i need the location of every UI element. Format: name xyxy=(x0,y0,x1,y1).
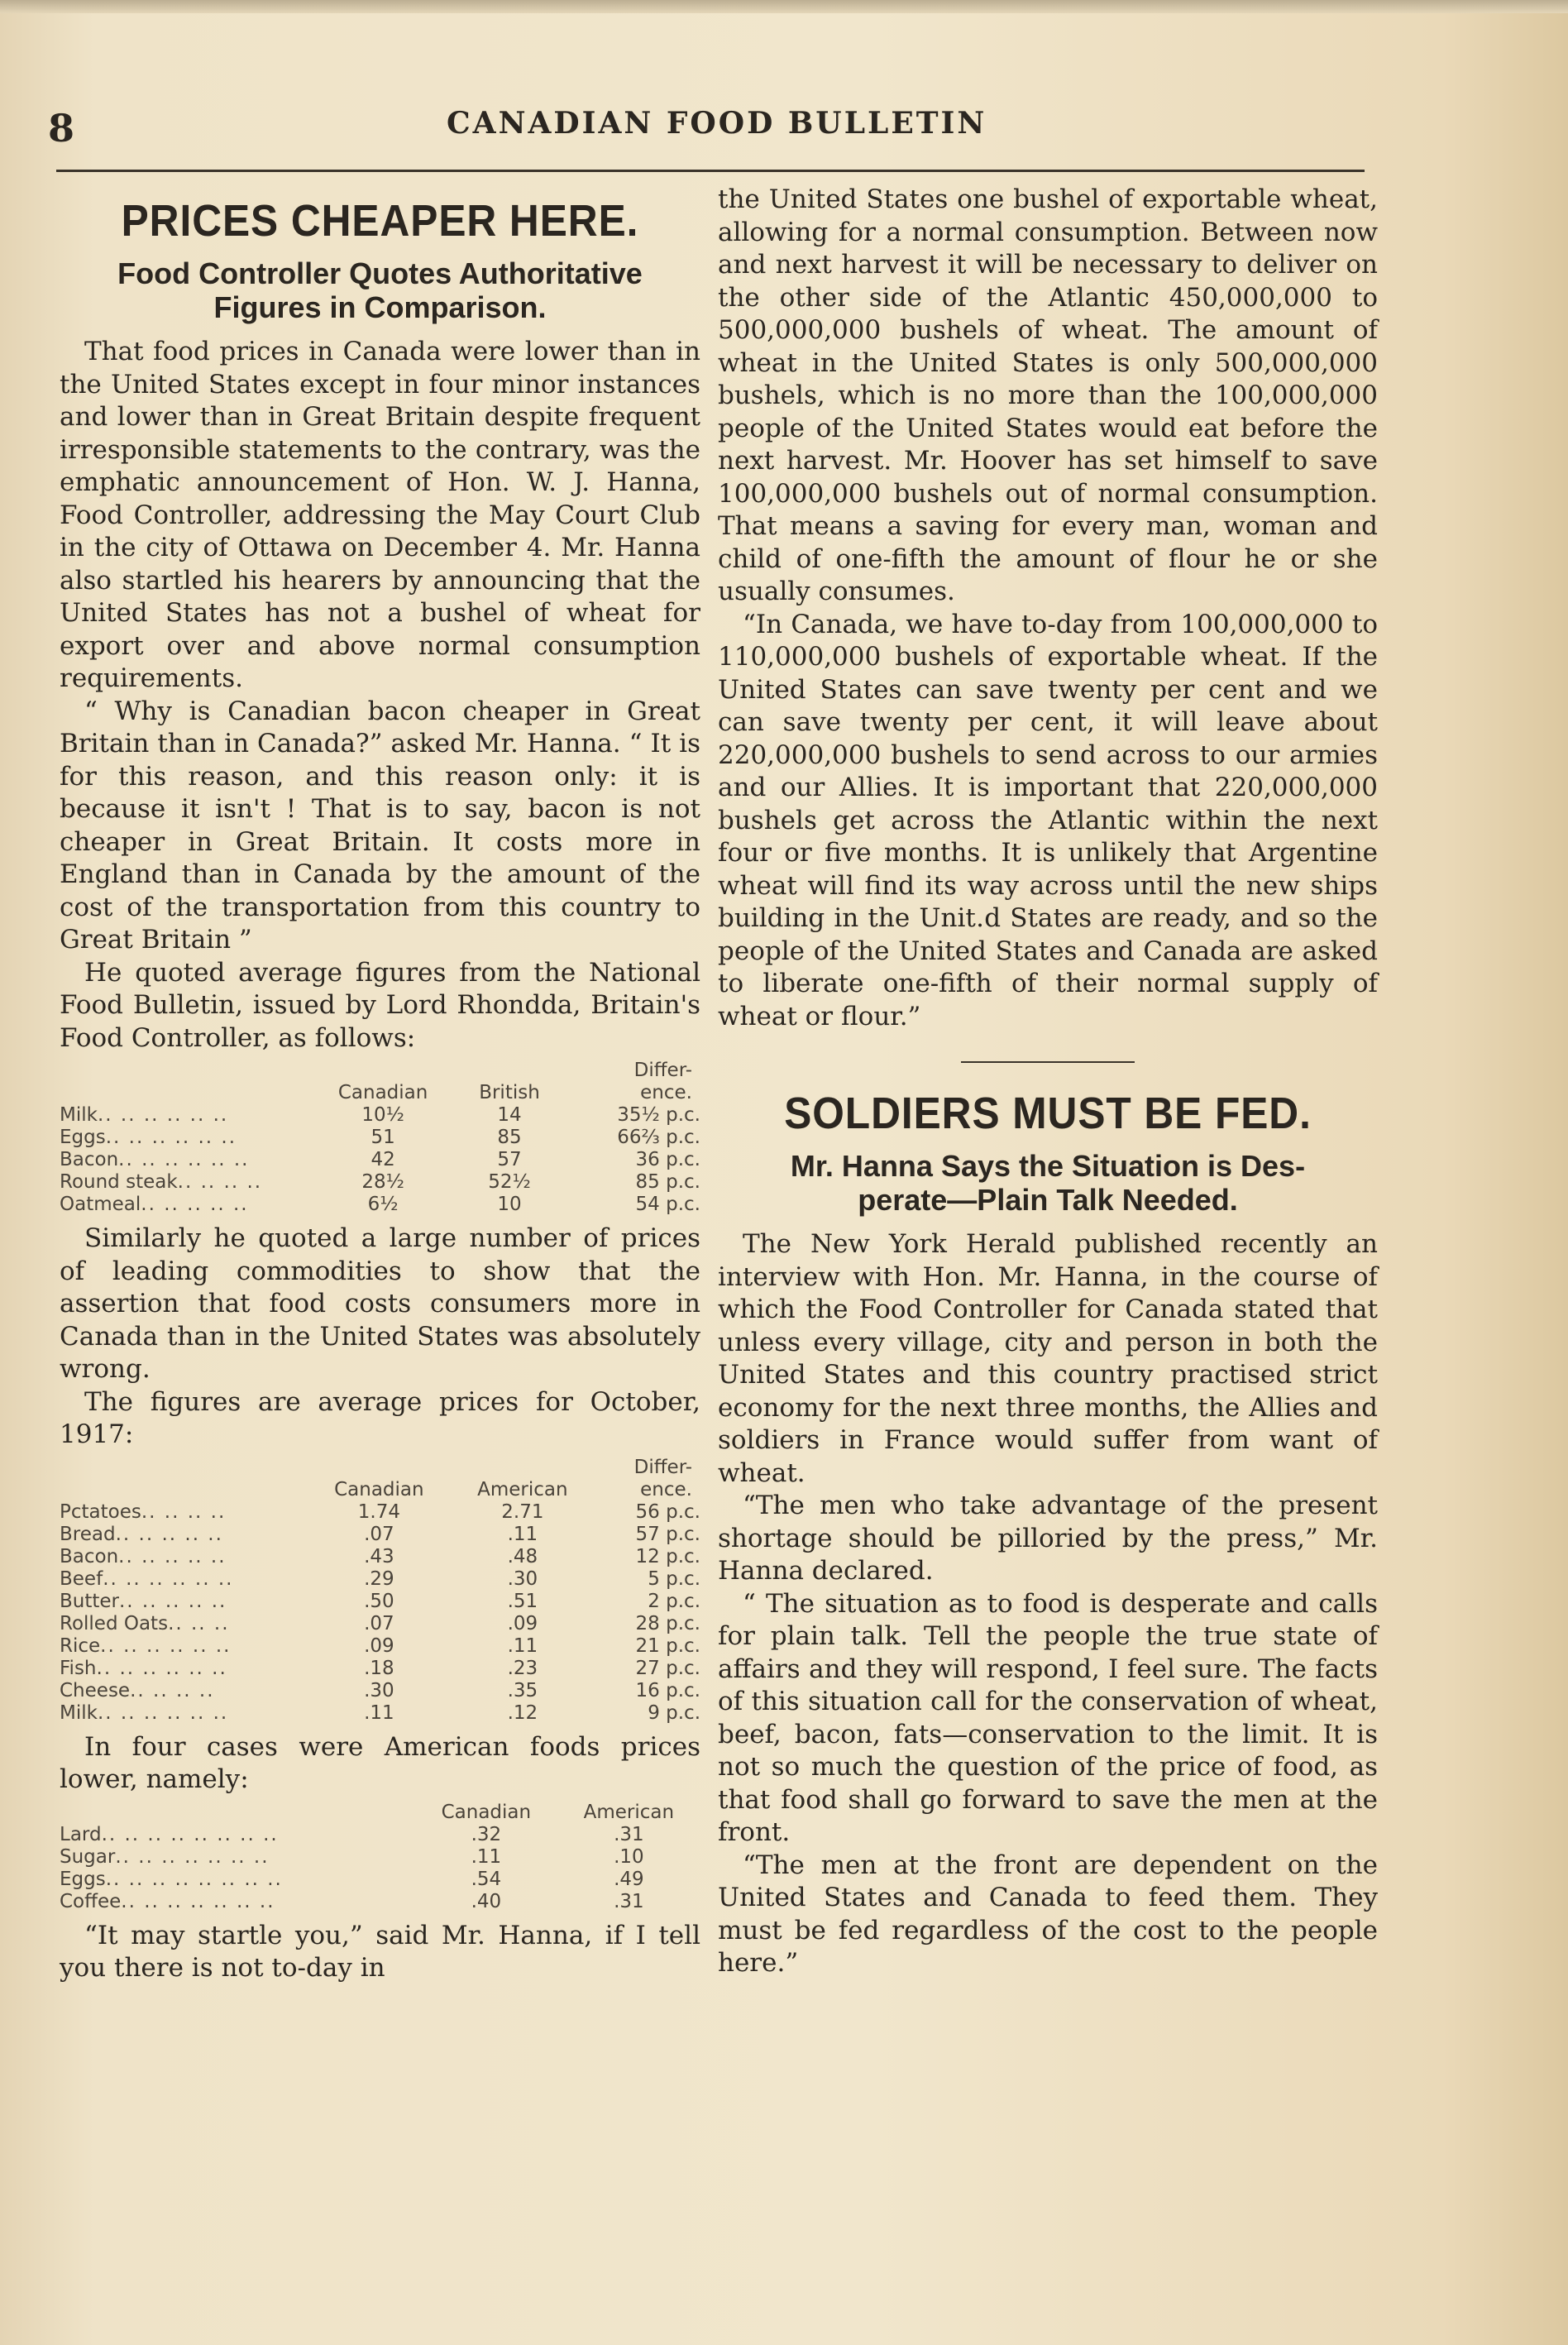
table-cell: 10 xyxy=(497,1194,522,1215)
table-item: Eggs xyxy=(60,1868,106,1890)
table-item: Sugar xyxy=(60,1845,116,1868)
table-cell: 66⅔ p.c. xyxy=(617,1127,700,1148)
right-column xyxy=(718,184,1378,1980)
table-cell: .31 xyxy=(614,1823,644,1845)
table-item: Round steak xyxy=(60,1171,178,1193)
table-cell: .07 xyxy=(364,1523,394,1545)
table-cell: 16 p.c. xyxy=(635,1679,700,1701)
table-row: Sugar.. .. .. .. .. .. .. .11 .10 xyxy=(60,1846,700,1869)
table-item: Milk xyxy=(60,1701,98,1724)
table-row: Milk.. .. .. .. .. .. .11 .12 9 p.c. xyxy=(60,1701,700,1724)
header-rule xyxy=(56,170,1365,172)
table-cell: 14 xyxy=(497,1104,522,1126)
article1-subhead-line1: Food Controller Quotes Authoritative xyxy=(117,256,643,290)
article1-paragraph: That food prices in Canada were lower than in the United States except in four minor instances and lower than in Great Britain despite frequent irresponsible statements to the contrary, was the emphatic announcement of Hon. W. J. Hanna, Food Controller, addressing the May Court Club in the city of Ottawa on December 4. Mr. Hanna also startled his hearers by announcing that the United States has not a bushel of wheat for export over and above normal consumption requirements. xyxy=(60,337,700,693)
table-row: Round steak.. .. .. .. 28½ 52½ 85 p.c. xyxy=(60,1171,700,1193)
table-cell: .11 xyxy=(364,1701,394,1724)
table-cell: .11 xyxy=(507,1523,538,1545)
article2-subhead-line2: perate—Plain Talk Needed. xyxy=(858,1183,1238,1217)
table-row: Bacon.. .. .. .. .. .. 42 57 36 p.c. xyxy=(60,1149,700,1170)
table-item: Lard xyxy=(60,1823,102,1845)
table-cell: .11 xyxy=(471,1845,502,1868)
article1-paragraph: Similarly he quoted a large number of prices of leading commodities to show that the assertion that food costs consumers more in Canada than in the United States was absolutely wrong. xyxy=(60,1223,700,1384)
table-cell: 57 p.c. xyxy=(635,1523,700,1545)
article1-paragraph: “It may startle you,” said Mr. Hanna, if I tell you there is not to-day in xyxy=(60,1920,700,1983)
table-header: Canadian xyxy=(441,1801,532,1823)
table-item: Fish xyxy=(60,1657,97,1679)
table-cell: 12 p.c. xyxy=(635,1545,700,1567)
table-item: Beef xyxy=(60,1567,103,1590)
table-row: Coffee.. .. .. .. .. .. .. .40 .31 xyxy=(60,1891,700,1913)
table-cell: .09 xyxy=(364,1634,394,1657)
table-cell: 85 xyxy=(497,1127,522,1148)
table-cell: 57 xyxy=(497,1149,522,1170)
table-item: Eggs xyxy=(60,1127,106,1148)
table-item: Rolled Oats xyxy=(60,1612,169,1634)
table-cell: 42 xyxy=(370,1149,395,1170)
table-cell: 21 p.c. xyxy=(635,1634,700,1657)
table-item: Bacon xyxy=(60,1545,119,1567)
table-row: Rice.. .. .. .. .. .. .09 .11 21 p.c. xyxy=(60,1634,700,1657)
american-comparison-table xyxy=(60,1457,700,1725)
table-item: Milk xyxy=(60,1104,98,1126)
table-cell: 2 p.c. xyxy=(648,1590,700,1612)
table-row: Milk.. .. .. .. .. .. 10½ 14 35½ p.c. xyxy=(60,1104,700,1126)
table-cell: 5 p.c. xyxy=(648,1567,700,1590)
table-item: Cheese xyxy=(60,1679,131,1701)
table-cell: .40 xyxy=(471,1890,502,1912)
table-cell: .10 xyxy=(614,1845,644,1868)
table-row: Bacon.. .. .. .. .. .43 .48 12 p.c. xyxy=(60,1545,700,1567)
table-cell: 27 p.c. xyxy=(635,1657,700,1679)
article1-subhead-line2: Figures in Comparison. xyxy=(213,290,547,324)
table-cell: .54 xyxy=(471,1868,502,1890)
table-cell: 28 p.c. xyxy=(635,1612,700,1634)
table-row: Rolled Oats.. .. .. .07 .09 28 p.c. xyxy=(60,1612,700,1634)
table-cell: .11 xyxy=(507,1634,538,1657)
british-comparison-table xyxy=(60,1060,700,1216)
table-row: Oatmeal.. .. .. .. .. 6½ 10 54 p.c. xyxy=(60,1194,700,1215)
table-row: Cheese.. .. .. .. .30 .35 16 p.c. xyxy=(60,1679,700,1701)
table-cell: .32 xyxy=(471,1823,502,1845)
table-header: Canadian xyxy=(334,1478,424,1500)
table-row: Lard.. .. .. .. .. .. .. .. .32 .31 xyxy=(60,1824,700,1846)
table-row: Butter.. .. .. .. .. .50 .51 2 p.c. xyxy=(60,1590,700,1612)
table-cell: .43 xyxy=(364,1545,394,1567)
table-header: American xyxy=(583,1801,675,1823)
article2-subhead-line1: Mr. Hanna Says the Situation is Des- xyxy=(790,1149,1306,1183)
table-cell: 1.74 xyxy=(357,1500,400,1523)
table-cell: .18 xyxy=(364,1657,394,1679)
table-row: Eggs.. .. .. .. .. .. .. .. .54 .49 xyxy=(60,1869,700,1891)
article2-subhead xyxy=(718,1149,1378,1217)
article2-paragraph: “The men who take advantage of the present shortage should be pilloried by the press,” Mr. Hanna declared. xyxy=(718,1491,1378,1586)
article1-subhead xyxy=(60,256,700,324)
table-cell: .30 xyxy=(507,1567,538,1590)
table-header: American xyxy=(477,1478,568,1500)
article2-paragraph: “ The situation as to food is desperate and calls for plain talk. Tell the people the true state of affairs and they will respond, I feel sure. The facts of this situation call for the conservation of wheat, beef, bacon, fats—conservation to the limit. It is not so much the question of the price of food, as that food shall go forward to save the men at the front. xyxy=(718,1588,1378,1847)
table-item: Butter xyxy=(60,1590,119,1612)
american-lower-table xyxy=(60,1802,700,1913)
left-column xyxy=(60,184,700,1985)
table-row: Eggs.. .. .. .. .. .. 51 85 66⅔ p.c. xyxy=(60,1127,700,1148)
table-row: Bread.. .. .. .. .. .07 .11 57 p.c. xyxy=(60,1523,700,1545)
table-header xyxy=(60,1060,308,1104)
article1-paragraph: “In Canada, we have to-day from 100,000,000 to 110,000,000 bushels of exportable wheat. If the United States can save twenty per cent and we can save twenty per cent, it will leave about 220,000,000 bushels to send across to our armies and our Allies. It is important that 220,000,000 bushels get across the Atlantic within the next four or five months. It is unlikely that Argentine wheat will find its way across until the new ships building in the Unit․d States are ready, and so the people of the United States and Canada are asked to liberate one-fifth of their normal supply of wheat or flour.” xyxy=(718,609,1378,1031)
table-cell: 51 xyxy=(370,1127,395,1148)
table-header: Differ- ence. xyxy=(633,1456,692,1500)
table-row: Pctatoes.. .. .. .. 1.74 2.71 56 p.c. xyxy=(60,1500,700,1523)
article2-headline: SOLDIERS MUST BE FED. xyxy=(784,1089,1312,1138)
table-cell: 28½ xyxy=(361,1171,404,1193)
article1-paragraph: In four cases were American foods prices lower, namely: xyxy=(60,1731,700,1794)
table-cell: 9 p.c. xyxy=(648,1701,700,1724)
table-cell: .49 xyxy=(614,1868,644,1890)
table-header xyxy=(60,1457,308,1501)
article1-headline: PRICES CHEAPER HERE. xyxy=(121,196,639,246)
table-cell: .31 xyxy=(614,1890,644,1912)
page-top-edge xyxy=(0,0,1568,13)
table-header: British xyxy=(479,1082,540,1103)
article1-paragraph: He quoted average figures from the National Food Bulletin, issued by Lord Rhondda, Britain's Food Controller, as follows: xyxy=(60,957,700,1053)
table-row: Fish.. .. .. .. .. .. .18 .23 27 p.c. xyxy=(60,1657,700,1679)
table-cell: 52½ xyxy=(488,1171,531,1193)
table-item: Bread xyxy=(60,1523,116,1545)
table-header: Differ- ence. xyxy=(633,1060,692,1103)
table-cell: 2.71 xyxy=(501,1500,544,1523)
table-cell: 10½ xyxy=(361,1104,404,1126)
table-cell: .09 xyxy=(507,1612,538,1634)
table-cell: .50 xyxy=(364,1590,394,1612)
article1-paragraph: The figures are average prices for October, 1917: xyxy=(60,1386,700,1449)
article1-paragraph: “ Why is Canadian bacon cheaper in Great Britain than in Canada?” asked Mr. Hanna. “ It is for this reason, and this reason only: it is because it isn't ! That is to say, bacon is not cheaper in Great Britain. It costs more in England than in Canada by the amount of the cost of the transportation from this country to Great Britain ” xyxy=(60,696,700,955)
table-cell: 56 p.c. xyxy=(635,1500,700,1523)
table-item: Rice xyxy=(60,1634,101,1657)
article2-paragraph: The New York Herald published recently an interview with Hon. Mr. Hanna, in the course of which the Food Controller for Canada stated that unless every village, city and person in both the United States and this country practised strict economy for the next three months, the Allies and soldiers in France would suffer from want of wheat. xyxy=(718,1229,1378,1488)
table-cell: 35½ p.c. xyxy=(617,1104,700,1126)
table-cell: .35 xyxy=(507,1679,538,1701)
table-cell: 36 p.c. xyxy=(635,1149,700,1170)
table-row: Beef.. .. .. .. .. .. .29 .30 5 p.c. xyxy=(60,1567,700,1590)
table-header: Canadian xyxy=(337,1082,428,1103)
article2-paragraph: “The men at the front are dependent on the United States and Canada to feed them. They must be fed regardless of the cost to the people here.” xyxy=(718,1850,1378,1978)
table-cell: .29 xyxy=(364,1567,394,1590)
table-cell: .48 xyxy=(507,1545,538,1567)
table-item: Coffee xyxy=(60,1890,122,1912)
table-cell: .07 xyxy=(364,1612,394,1634)
table-cell: 85 p.c. xyxy=(635,1171,700,1193)
table-item: Bacon xyxy=(60,1149,119,1170)
table-item: Oatmeal xyxy=(60,1194,141,1215)
table-header xyxy=(60,1802,415,1824)
table-cell: .30 xyxy=(364,1679,394,1701)
table-cell: .23 xyxy=(507,1657,538,1679)
table-cell: .12 xyxy=(507,1701,538,1724)
article-divider xyxy=(961,1061,1135,1063)
table-cell: .51 xyxy=(507,1590,538,1612)
running-title: CANADIAN FOOD BULLETIN xyxy=(447,106,987,141)
table-cell: 6½ xyxy=(367,1194,399,1215)
table-item: Pctatoes xyxy=(60,1500,141,1523)
article1-paragraph: the United States one bushel of exportable wheat, allowing for a normal consumption. Between now and next harvest it will be necessary to deliver on the other side of the Atlantic 450,000,000 to 500,000,000 bushels of wheat. The amount of wheat in the United States is only 500,000,000 bushels, which is no more than the 100,000,000 people of the United States would eat before the next harvest. Mr. Hoover has set himself to save 100,000,000 bushels out of normal consumption. That means a saving for every man, woman and child of one-fifth the amount of flour he or she usually consumes. xyxy=(718,184,1378,606)
table-cell: 54 p.c. xyxy=(635,1194,700,1215)
page-number: 8 xyxy=(48,106,75,151)
